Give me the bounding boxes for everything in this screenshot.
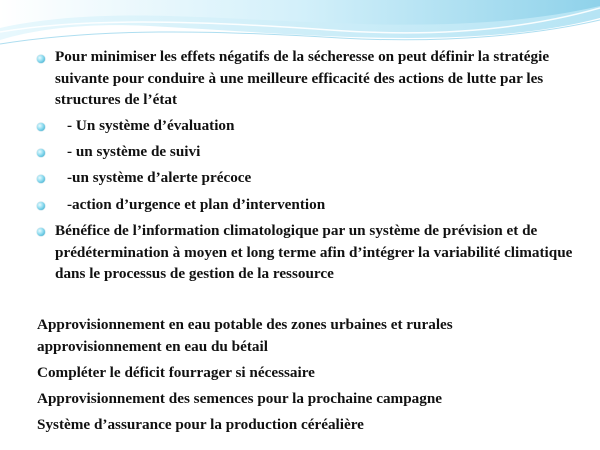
- bullet-text: - un système de suivi: [67, 143, 201, 160]
- bullet-item-suivi: [67, 141, 567, 163]
- bullet-dot-icon: [37, 228, 45, 236]
- paragraph-deficit-fourrager: [37, 362, 577, 384]
- bullet-dot-icon: [37, 149, 45, 157]
- paragraph-text: Système d’assurance pour la production céréalière: [37, 416, 364, 433]
- paragraph-text: Compléter le déficit fourrager si nécessaire: [37, 364, 315, 381]
- bullet-item-evaluation: [67, 115, 567, 137]
- paragraph-semences: [37, 388, 577, 410]
- bullet-item-alerte: [67, 167, 567, 189]
- paragraph-approvisionnement-eau: [37, 314, 517, 357]
- paragraph-text: Approvisionnement des semences pour la prochaine campagne: [37, 390, 443, 407]
- bullet-item-information: [55, 220, 575, 285]
- bullet-text: -action d’urgence et plan d’intervention: [67, 196, 326, 213]
- bullet-dot-icon: [37, 202, 45, 210]
- bullet-item-urgence: [67, 194, 567, 216]
- bullet-text: Pour minimiser les effets négatifs de la sécheresse on peut définir la stratégie suivante pour conduire à une meilleure efficacité des actions de lutte par les structures de l’état: [55, 48, 550, 108]
- bullet-text: -un système d’alerte précoce: [67, 169, 252, 186]
- bullet-text: - Un système d’évaluation: [67, 117, 235, 134]
- bullet-dot-icon: [37, 55, 45, 63]
- paragraph-text: Approvisionnement en eau potable des zones urbaines et rurales approvisionnement en eau du bétail: [37, 316, 453, 355]
- bullet-text: Bénéfice de l’information climatologique par un système de prévision et de prédétermination à moyen et long terme afin d’intégrer la variabilité climatique dans le processus de gestion de la ressource: [55, 222, 573, 282]
- bullet-dot-icon: [37, 123, 45, 131]
- bullet-dot-icon: [37, 175, 45, 183]
- paragraph-assurance: [37, 414, 577, 436]
- bullet-item-strategy: [55, 46, 575, 111]
